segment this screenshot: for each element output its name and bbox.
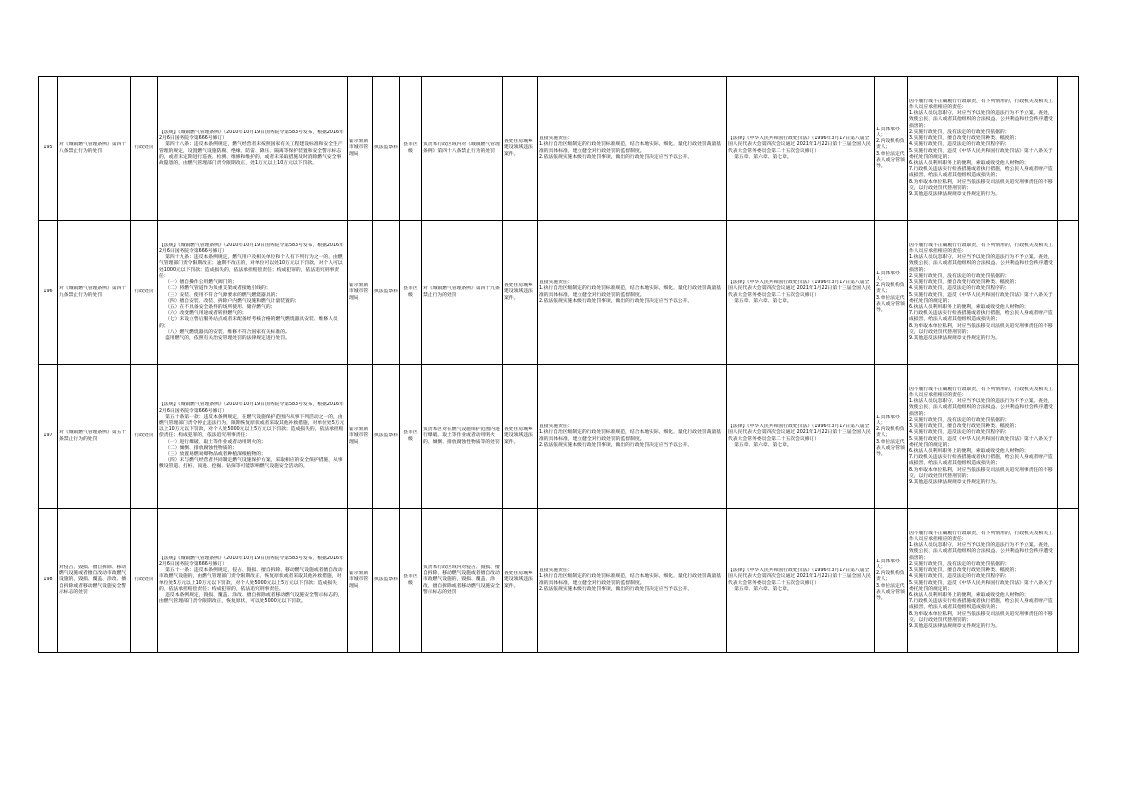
legal-basis: 【法规】《城镇燃气管理条例》（2010年10月19日国务院令第583号发布，根据2016年2月6日国务院令第666号修订） 第五十条第一款：违反本条例规定，在燃气设施保护范围内从事下列活动之一的，由燃气管理部门责令停止违法行为，限期恢复原状或者采取其他补救措施，对单位处5万元以上10万元以下罚款，对个人处5000元以上5万元以下罚款；造成损失的，依法承担赔偿责任；构成犯罪的，依法追究刑事责任： （一）进行爆破、取土等作业或者动用明火的； （二）倾倒、排放腐蚀性物质的； （三）放置易燃易爆物品或者种植深根植物的； （四）未与燃气经营者共同制定燃气设施保护方案，采取相应的安全保护措施，从事敷设管道、打桩、顶进、挖掘、钻探等可能影响燃气设施安全活动的。 xyxy=(159,402,345,470)
responsible-subject: 1.具体承办人； 2.内设机构负责人； 3.单位法定代表人或分管领导。 xyxy=(876,558,905,601)
internal-office-cell xyxy=(373,509,400,653)
internal-office: 执法监察科 xyxy=(374,145,398,151)
item-type-cell xyxy=(131,365,158,509)
internal-office-cell xyxy=(373,365,400,509)
responsible-department: 霍尔果斯市城市管理局 xyxy=(349,283,369,301)
remarks-cell xyxy=(1058,77,1079,221)
exercise-level: 县市区级 xyxy=(403,430,418,442)
responsible-subject-cell xyxy=(875,365,908,509)
responsibility-content-cell xyxy=(538,77,727,221)
accountability-basis: 【法律】《中华人民共和国行政处罚法》（1996年3月17日第八届全国人民代表大会第四次会议通过 2021年1月22日第十三届全国人民代表大会常务委员会第二十五次会议修订） 第五章、第六章、第七章。 xyxy=(728,136,871,160)
fault-accountability: 因不履行或不正确履行行政职责，有下列情形的，行政机关及相关工作人员应承担相应的责任： 1.执法人员玩忽职守，对应当予以处罚的违法行为不予立案、查处，致使公民、法人或者其他组织的合法权益、公共利益和社会秩序遭受损害的； 2.实施行政处罚，没有法定的行政处罚依据的； 3.实施行政处罚，擅自改变行政处罚种类、幅度的； 4.实施行政处罚，违反法定的行政处罚程序的； 5.实施行政处罚，违反《中华人民共和国行政处罚法》第十八条关于委托处罚的规定的； 6.执法人员利用职务上的便利，索取或收受他人财物的； 7.行政机关违法实行检查措施或者执行措施，给公民人身或者财产造成损害、给法人或者其他组织造成损失的； 8.为牟取本单位私利，对应当依法移交司法机关追究刑事责任的不移交，以行政处罚代替刑罚的； 9.其他违反法律法规规章文件规定的行为。 xyxy=(909,530,1053,629)
responsible-subject: 1.具体承办人； 2.内设机构负责人； 3.单位法定代表人或分管领导。 xyxy=(876,414,905,457)
item-name: 对《城镇燃气管理条例》第四十九条禁止行为的处罚 xyxy=(59,286,127,298)
responsibility-content: 直接实施责任： 1.执行自治区级制定的行政处罚标准规范，结合本地实际，细化、量化行政处罚裁量基准的具体标准，建立健全对行政处罚的监督制度。 2.依法依规实施本级行政处罚事项，做出的行政处罚决定应当予以公开。 xyxy=(539,136,722,160)
legal-basis-cell xyxy=(158,77,348,221)
table-row xyxy=(39,221,1079,365)
duty-scope-cell xyxy=(422,365,503,509)
responsible-department: 霍尔果斯市城市管理局 xyxy=(349,427,369,445)
remarks-cell xyxy=(1058,221,1079,365)
item-type: 行政处罚 xyxy=(134,145,154,151)
item-name: 对侵占、毁损、擅自拆除、移动燃气设施或者擅自改动市政燃气设施的，毁损、覆盖、涂改、擅自拆除或者移动燃气设施安全警示标志的处罚 xyxy=(59,564,127,595)
legal-basis-cell xyxy=(158,221,348,365)
cooperation-duty-cell xyxy=(503,365,538,509)
exercise-level: 县市区级 xyxy=(403,286,418,298)
responsible-subject: 1.具体承办人； 2.内设机构负责人； 3.单位法定代表人或分管领导。 xyxy=(876,126,905,169)
item-name-cell xyxy=(58,365,131,509)
table-row xyxy=(39,509,1079,653)
accountability-basis: 【法律】《中华人民共和国行政处罚法》（1996年3月17日第八届全国人民代表大会第四次会议通过 2021年1月22日第十三届全国人民代表大会常务委员会第二十五次会议修订） 第五章、第六章、第七章。 xyxy=(728,568,871,592)
responsibility-content: 直接实施责任： 1.执行自治区级制定的行政处罚标准规范，结合本地实际，细化、量化行政处罚裁量基准的具体标准，建立健全对行政处罚的监督制度。 2.依法依规实施本级行政处罚事项，做出的行政处罚决定应当予以公开。 xyxy=(539,568,722,592)
item-name: 对《城镇燃气管理条例》第五十条禁止行为的处罚 xyxy=(59,430,127,442)
duty-scope: 负责本区对在燃气设施保护范围内进行爆破、取土等作业或者动用明火的、倾倒、排放腐蚀性物质等的处罚 xyxy=(423,427,500,445)
legal-basis: 【法规】《城镇燃气管理条例》（2010年10月19日国务院令第583号发布，根据2016年2月6日国务院令第666号修订） 第四十八条：违反本条例规定，燃气经营者未按照国家有关工程建设标准和安全生产管理的规定，设置燃气设施防腐、绝缘、防雷、降压、隔离等保护装置和安全警示标志的，或者未定期进行巡查、检测、维修和维护的，或者未采取措施及时消除燃气安全事故隐患的，由燃气管理部门责令限期改正，处1万元以上10万元以下罚款。 xyxy=(159,129,344,166)
item-type-cell xyxy=(131,77,158,221)
responsible-subject: 1.具体承办人； 2.内设机构负责人； 3.单位法定代表人或分管领导。 xyxy=(876,270,905,313)
accountability-basis-cell xyxy=(727,77,875,221)
legal-basis-cell xyxy=(158,365,348,509)
responsible-department-cell xyxy=(348,221,373,365)
responsibility-content: 直接实施责任： 1.执行自治区级制定的行政处罚标准规范，结合本地实际，细化、量化行政处罚裁量基准的具体标准，建立健全对行政处罚的监督制度。 2.依法依规实施本级行政处罚事项，做出的行政处罚决定应当予以公开。 xyxy=(539,280,722,304)
responsible-subject-cell xyxy=(875,77,908,221)
cooperation-duty: 查处住房城乡建设领域违法案件。 xyxy=(504,283,533,301)
legal-basis: 【法规】《城镇燃气管理条例》（2010年10月19日国务院令第583号发布，根据2016年2月6日国务院令第666号修订） 第四十九条：违反本条例规定，燃气用户及相关单位和个人有下列行为之一的，由燃气管理部门责令限期改正；逾期不改正的，对单位可以处10万元以下罚款，对个人可以处1000元以下罚款；造成损失的，依法承担赔偿责任；构成犯罪的，依法追究刑事责任： （一）擅自操作公用燃气阀门的； （二）将燃气管道作为负重支架或者接地引线的； （三）安装、使用不符合气源要求的燃气燃烧器具的； （四）擅自安装、改装、拆除户内燃气设施和燃气计量装置的； （五）在不具备安全条件的场所使用、储存燃气的； （六）改变燃气用途或者转供燃气的； （七）未设立售后服务站点或者未配备经考核合格的燃气燃烧器具安装、维修人员的； （八）燃气燃烧器具的安装、维修不符合国家有关标准的。 盗用燃气的，依照有关治安管理处罚的法律规定进行处罚。 xyxy=(159,242,344,341)
responsible-department-cell xyxy=(348,509,373,653)
row-number: 198 xyxy=(43,577,53,583)
exercise-level-cell xyxy=(400,509,422,653)
row-number: 196 xyxy=(43,289,53,295)
responsible-department-cell xyxy=(348,77,373,221)
row-number-cell xyxy=(39,509,58,653)
item-type: 行政处罚 xyxy=(134,433,154,439)
legal-basis: 【法规】《城镇燃气管理条例》（2010年10月19日国务院令第583号发布，根据2016年2月6日国务院令第666号修订） 第五十一条：违反本条例规定，侵占、毁损、擅自拆除、移动燃气设施或者擅自改动市政燃气设施的，由燃气管理部门责令限期改正，恢复原状或者采取其他补救措施，对单位处5万元以上10万元以下罚款，对个人处5000元以上5万元以下罚款；造成损失的，依法承担赔偿责任；构成犯罪的，依法追究刑事责任。 违反本条例规定，毁损、覆盖、涂改、擅自拆除或者移动燃气设施安全警示标志的，由燃气管理部门责令限期改正，恢复原状，可以处5000元以下罚款。 xyxy=(159,555,344,605)
responsibility-content-cell xyxy=(538,365,727,509)
responsibility-content-cell xyxy=(538,221,727,365)
internal-office: 执法监察科 xyxy=(374,289,398,295)
internal-office: 执法监察科 xyxy=(374,577,398,583)
cooperation-duty: 查处住房城乡建设领域违法案件。 xyxy=(504,427,533,445)
cooperation-duty: 查处住房城乡建设领域违法案件。 xyxy=(504,571,533,589)
table-row xyxy=(39,365,1079,509)
item-type: 行政处罚 xyxy=(134,289,154,295)
responsibility-content-cell xyxy=(538,509,727,653)
item-name: 对《城镇燃气管理条例》第四十八条禁止行为的处罚 xyxy=(59,142,127,154)
fault-accountability-cell xyxy=(908,365,1058,509)
duty-scope-cell xyxy=(422,77,503,221)
fault-accountability-cell xyxy=(908,509,1058,653)
internal-office-cell xyxy=(373,77,400,221)
responsible-department: 霍尔果斯市城市管理局 xyxy=(349,139,369,157)
fault-accountability: 因不履行或不正确履行行政职责，有下列情形的，行政机关及相关工作人员应承担相应的责任： 1.执法人员玩忽职守，对应当予以处罚的违法行为不予立案、查处，致使公民、法人或者其他组织的合法权益、公共利益和社会秩序遭受损害的； 2.实施行政处罚，没有法定的行政处罚依据的； 3.实施行政处罚，擅自改变行政处罚种类、幅度的； 4.实施行政处罚，违反法定的行政处罚程序的； 5.实施行政处罚，违反《中华人民共和国行政处罚法》第十八条关于委托处罚的规定的； 6.执法人员利用职务上的便利，索取或收受他人财物的； 7.行政机关违法实行检查措施或者执行措施，给公民人身或者财产造成损害、给法人或者其他组织造成损失的； 8.为牟取本单位私利，对应当依法移交司法机关追究刑事责任的不移交，以行政处罚代替刑罚的； 9.其他违反法律法规规章文件规定的行为。 xyxy=(909,242,1053,341)
table-row xyxy=(39,77,1079,221)
exercise-level-cell xyxy=(400,77,422,221)
accountability-basis: 【法律】《中华人民共和国行政处罚法》（1996年3月17日第八届全国人民代表大会第四次会议通过 2021年1月22日第十三届全国人民代表大会常务委员会第二十五次会议修订） 第五章、第六章、第七章。 xyxy=(728,424,871,448)
row-number-cell xyxy=(39,77,58,221)
exercise-level: 县市区级 xyxy=(403,574,418,586)
cooperation-duty-cell xyxy=(503,77,538,221)
duty-scope: 负责本行政区域内对侵占、毁损、擅自拆除、移动燃气设施或者擅自改动市政燃气设施的，毁损、覆盖、涂改、擅自拆除或者移动燃气设施安全警示标志的处罚 xyxy=(423,564,500,595)
accountability-basis-cell xyxy=(727,221,875,365)
duty-scope: 对《城镇燃气管理条例》第四十九条禁止行为的处罚 xyxy=(423,286,500,298)
responsible-department: 霍尔果斯市城市管理局 xyxy=(349,571,369,589)
accountability-basis: 【法律】《中华人民共和国行政处罚法》（1996年3月17日第八届全国人民代表大会第四次会议通过 2021年1月22日第十三届全国人民代表大会常务委员会第二十五次会议修订） 第五章、第六章、第七章。 xyxy=(728,280,871,304)
fault-accountability: 因不履行或不正确履行行政职责，有下列情形的，行政机关及相关工作人员应承担相应的责任： 1.执法人员玩忽职守，对应当予以处罚的违法行为不予立案、查处，致使公民、法人或者其他组织的合法权益、公共利益和社会秩序遭受损害的； 2.实施行政处罚，没有法定的行政处罚依据的； 3.实施行政处罚，擅自改变行政处罚种类、幅度的； 4.实施行政处罚，违反法定的行政处罚程序的； 5.实施行政处罚，违反《中华人民共和国行政处罚法》第十八条关于委托处罚的规定的； 6.执法人员利用职务上的便利，索取或收受他人财物的； 7.行政机关违法实行检查措施或者执行措施，给公民人身或者财产造成损害、给法人或者其他组织造成损失的； 8.为牟取本单位私利，对应当依法移交司法机关追究刑事责任的不移交，以行政处罚代替刑罚的； 9.其他违反法律法规规章文件规定的行为。 xyxy=(909,386,1053,485)
cooperation-duty: 查处住房城乡建设领域违法案件。 xyxy=(504,139,533,157)
legal-basis-cell xyxy=(158,509,348,653)
responsibility-content: 直接实施责任： 1.执行自治区级制定的行政处罚标准规范，结合本地实际，细化、量化行政处罚裁量基准的具体标准，建立健全对行政处罚的监督制度。 2.依法依规实施本级行政处罚事项，做出的行政处罚决定应当予以公开。 xyxy=(539,424,722,448)
accountability-basis-cell xyxy=(727,509,875,653)
duty-list-table xyxy=(38,76,1079,653)
cooperation-duty-cell xyxy=(503,509,538,653)
remarks-cell xyxy=(1058,509,1079,653)
exercise-level-cell xyxy=(400,365,422,509)
internal-office: 执法监察科 xyxy=(374,433,398,439)
item-type-cell xyxy=(131,221,158,365)
duty-scope-cell xyxy=(422,509,503,653)
item-type-cell xyxy=(131,509,158,653)
duty-scope-cell xyxy=(422,221,503,365)
row-number-cell xyxy=(39,221,58,365)
item-name-cell xyxy=(58,77,131,221)
duty-list-table-page xyxy=(38,76,1078,653)
row-number: 197 xyxy=(43,433,53,439)
responsible-department-cell xyxy=(348,365,373,509)
cooperation-duty-cell xyxy=(503,221,538,365)
exercise-level-cell xyxy=(400,221,422,365)
fault-accountability: 因不履行或不正确履行行政职责，有下列情形的，行政机关及相关工作人员应承担相应的责任： 1.执法人员玩忽职守，对应当予以处罚的违法行为不予立案、查处，致使公民、法人或者其他组织的合法权益、公共利益和社会秩序遭受损害的； 2.实施行政处罚，没有法定的行政处罚依据的； 3.实施行政处罚，擅自改变行政处罚种类、幅度的； 4.实施行政处罚，违反法定的行政处罚程序的； 5.实施行政处罚，违反《中华人民共和国行政处罚法》第十八条关于委托处罚的规定的； 6.执法人员利用职务上的便利，索取或收受他人财物的； 7.行政机关违法实行检查措施或者执行措施，给公民人身或者财产造成损害、给法人或者其他组织造成损失的； 8.为牟取本单位私利，对应当依法移交司法机关追究刑事责任的不移交，以行政处罚代替刑罚的； 9.其他违反法律法规规章文件规定的行为。 xyxy=(909,98,1053,197)
row-number: 195 xyxy=(43,145,53,151)
item-type: 行政处罚 xyxy=(134,577,154,583)
accountability-basis-cell xyxy=(727,365,875,509)
item-name-cell xyxy=(58,509,131,653)
fault-accountability-cell xyxy=(908,77,1058,221)
item-name-cell xyxy=(58,221,131,365)
responsible-subject-cell xyxy=(875,221,908,365)
fault-accountability-cell xyxy=(908,221,1058,365)
duty-scope: 负责本行政区域内对《城镇燃气管理条例》第四十八条禁止行为的处罚 xyxy=(423,142,500,154)
exercise-level: 县市区级 xyxy=(403,142,418,154)
internal-office-cell xyxy=(373,221,400,365)
responsible-subject-cell xyxy=(875,509,908,653)
remarks-cell xyxy=(1058,365,1079,509)
row-number-cell xyxy=(39,365,58,509)
